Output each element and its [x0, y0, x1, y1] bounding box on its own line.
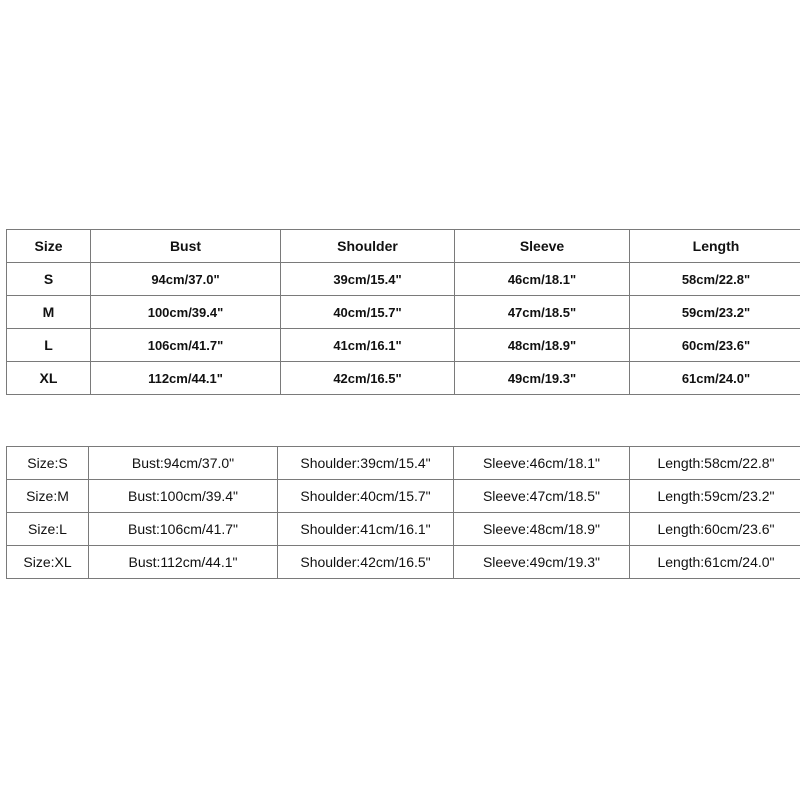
sleeve-cell: 49cm/19.3" [455, 362, 630, 395]
size-detail-table [6, 446, 800, 579]
sleeve-cell: 46cm/18.1" [455, 263, 630, 296]
table-row [7, 447, 800, 480]
shoulder-cell: Shoulder:41cm/16.1" [278, 513, 454, 546]
size-cell: S [7, 263, 91, 296]
size-cell: Size:L [7, 513, 89, 546]
sleeve-cell: Sleeve:46cm/18.1" [454, 447, 630, 480]
shoulder-cell: Shoulder:39cm/15.4" [278, 447, 454, 480]
length-cell: Length:60cm/23.6" [630, 513, 800, 546]
length-cell: 61cm/24.0" [630, 362, 800, 395]
shoulder-cell: 40cm/15.7" [281, 296, 455, 329]
sleeve-cell: Sleeve:49cm/19.3" [454, 546, 630, 579]
length-cell: Length:61cm/24.0" [630, 546, 800, 579]
table-row [7, 296, 800, 329]
header-size: Size [7, 230, 91, 263]
shoulder-cell: 42cm/16.5" [281, 362, 455, 395]
length-cell: Length:59cm/23.2" [630, 480, 800, 513]
size-cell: Size:M [7, 480, 89, 513]
length-cell: 59cm/23.2" [630, 296, 800, 329]
bust-cell: Bust:106cm/41.7" [89, 513, 278, 546]
shoulder-cell: Shoulder:40cm/15.7" [278, 480, 454, 513]
bust-cell: Bust:100cm/39.4" [89, 480, 278, 513]
table-row [7, 546, 800, 579]
table-row [7, 263, 800, 296]
table-row [7, 329, 800, 362]
size-cell: Size:S [7, 447, 89, 480]
sleeve-cell: 48cm/18.9" [455, 329, 630, 362]
size-cell: L [7, 329, 91, 362]
sleeve-cell: Sleeve:47cm/18.5" [454, 480, 630, 513]
size-chart-table [6, 229, 800, 395]
bust-cell: Bust:112cm/44.1" [89, 546, 278, 579]
size-cell: XL [7, 362, 91, 395]
bust-cell: 100cm/39.4" [91, 296, 281, 329]
length-cell: Length:58cm/22.8" [630, 447, 800, 480]
bust-cell: Bust:94cm/37.0" [89, 447, 278, 480]
sleeve-cell: Sleeve:48cm/18.9" [454, 513, 630, 546]
table-header-row [7, 230, 800, 263]
header-shoulder: Shoulder [281, 230, 455, 263]
table-row [7, 362, 800, 395]
shoulder-cell: 41cm/16.1" [281, 329, 455, 362]
header-bust: Bust [91, 230, 281, 263]
header-length: Length [630, 230, 800, 263]
shoulder-cell: Shoulder:42cm/16.5" [278, 546, 454, 579]
sleeve-cell: 47cm/18.5" [455, 296, 630, 329]
table-row [7, 480, 800, 513]
table-row [7, 513, 800, 546]
header-sleeve: Sleeve [455, 230, 630, 263]
bust-cell: 94cm/37.0" [91, 263, 281, 296]
size-cell: Size:XL [7, 546, 89, 579]
length-cell: 58cm/22.8" [630, 263, 800, 296]
size-cell: M [7, 296, 91, 329]
bust-cell: 112cm/44.1" [91, 362, 281, 395]
bust-cell: 106cm/41.7" [91, 329, 281, 362]
shoulder-cell: 39cm/15.4" [281, 263, 455, 296]
length-cell: 60cm/23.6" [630, 329, 800, 362]
